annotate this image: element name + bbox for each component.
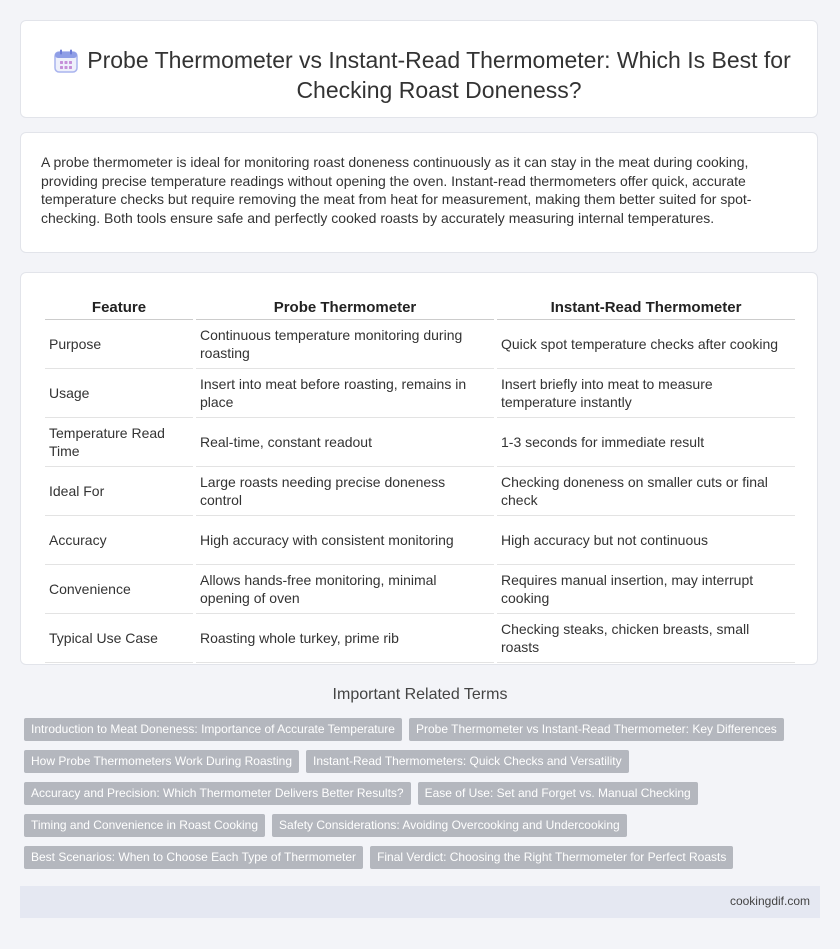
table-row [45,369,795,418]
table-row [45,614,795,663]
probe-cell: Allows hands-free monitoring, minimal opening of oven [196,565,494,614]
feature-cell: Accuracy [45,516,193,565]
instant-read-cell: Checking doneness on smaller cuts or final check [497,467,795,516]
related-terms-row [24,814,804,837]
footer-site-link[interactable]: cookingdif.com [729,894,810,908]
feature-cell: Convenience [45,565,193,614]
column-header-instant-read: Instant-Read Thermometer [497,295,795,320]
comparison-table-card [20,272,818,665]
page-title: Probe Thermometer vs Instant-Read Thermometer: Which Is Best for Checking Roast Doneness? [87,47,791,103]
instant-read-cell: Quick spot temperature checks after cooking [497,320,795,369]
probe-cell: Large roasts needing precise doneness control [196,467,494,516]
related-term-tag[interactable]: Introduction to Meat Doneness: Importance of Accurate Temperature [24,718,402,741]
related-term-tag[interactable]: Probe Thermometer vs Instant-Read Thermometer: Key Differences [409,718,784,741]
table-row [45,516,795,565]
table-row [45,467,795,516]
related-terms-list [24,718,804,878]
feature-cell: Usage [45,369,193,418]
column-header-feature: Feature [45,295,193,320]
instant-read-cell: Insert briefly into meat to measure temperature instantly [497,369,795,418]
table-row [45,565,795,614]
related-term-tag[interactable]: Best Scenarios: When to Choose Each Type of Thermometer [24,846,363,869]
table-row [45,418,795,467]
feature-cell: Temperature Read Time [45,418,193,467]
feature-cell: Purpose [45,320,193,369]
instant-read-cell: 1-3 seconds for immediate result [497,418,795,467]
probe-cell: Continuous temperature monitoring during roasting [196,320,494,369]
intro-card [20,132,818,253]
feature-cell: Typical Use Case [45,614,193,663]
title-card [20,20,818,118]
related-terms-row [24,718,804,741]
footer [20,886,820,918]
instant-read-cell: High accuracy but not continuous [497,516,795,565]
related-terms-row [24,782,804,805]
related-term-tag[interactable]: Timing and Convenience in Roast Cooking [24,814,265,837]
related-terms-row [24,846,804,869]
intro-paragraph: A probe thermometer is ideal for monitoring roast doneness continuously as it can stay in the meat during cooking, providing precise temperature readings without opening the oven. Instant-read thermometers offer quick, accurate temperature checks but require removing the meat from heat for measurement, making them better suited for spot-checking. Both tools ensure safe and perfectly cooked roasts by accurately measuring internal temperatures. [41,154,752,226]
probe-cell: High accuracy with consistent monitoring [196,516,494,565]
related-terms-heading: Important Related Terms [332,686,508,703]
related-term-tag[interactable]: Accuracy and Precision: Which Thermometer Delivers Better Results? [24,782,411,805]
related-terms-row [24,750,804,773]
probe-cell: Real-time, constant readout [196,418,494,467]
table-header-row [45,295,795,320]
related-term-tag[interactable]: Safety Considerations: Avoiding Overcooking and Undercooking [272,814,627,837]
instant-read-cell: Checking steaks, chicken breasts, small roasts [497,614,795,663]
table-row [45,320,795,369]
feature-cell: Ideal For [45,467,193,516]
related-term-tag[interactable]: Final Verdict: Choosing the Right Thermometer for Perfect Roasts [370,846,733,869]
comparison-table [42,295,798,663]
probe-cell: Insert into meat before roasting, remains in place [196,369,494,418]
instant-read-cell: Requires manual insertion, may interrupt cooking [497,565,795,614]
related-term-tag[interactable]: Instant-Read Thermometers: Quick Checks and Versatility [306,750,629,773]
column-header-probe: Probe Thermometer [196,295,494,320]
related-term-tag[interactable]: How Probe Thermometers Work During Roasting [24,750,299,773]
calendar-icon [53,48,79,74]
related-term-tag[interactable]: Ease of Use: Set and Forget vs. Manual Checking [418,782,698,805]
probe-cell: Roasting whole turkey, prime rib [196,614,494,663]
